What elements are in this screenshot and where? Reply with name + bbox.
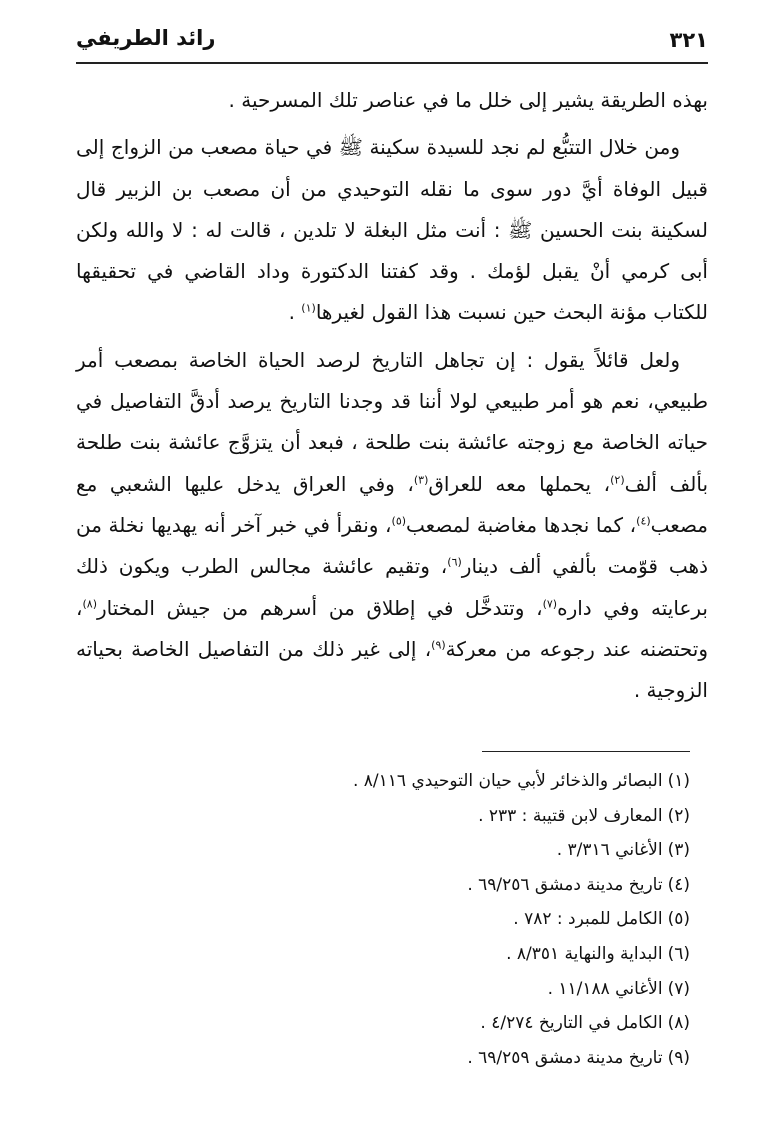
paragraph-1 bbox=[76, 80, 708, 121]
footnote-ref-5[interactable]: (٥) bbox=[391, 514, 407, 528]
footnote-ref-1[interactable]: (١) bbox=[301, 301, 316, 315]
paragraph-3-text-g: ، وتتدخَّل في إطلاق من أسرهم من جيش المختار bbox=[96, 595, 543, 620]
footnote-ref-4[interactable]: (٤) bbox=[636, 514, 651, 528]
footnote-text: تاريخ مدينة دمشق ٦٩/٢٥٦ . bbox=[467, 874, 663, 895]
paragraph-3-text-a: ولعل قائلاً يقول : إن تجاهل التاريخ لرصد الحياة الخاصة بمصعب أمر طبيعي، نعم هو أمر طبيعي لولا أننا قد وجدنا التاريخ يرصد أدقَّ التفاصيل في حياته الخاصة مع زوجته عائشة بنت طلحة ، فبعد أن يتزوَّج عائشة بنت طلحة بألف ألف bbox=[76, 347, 709, 496]
footnote-text: المعارف لابن قتيبة : ٢٣٣ . bbox=[478, 805, 663, 826]
paragraph-2-end: . bbox=[288, 300, 295, 325]
footnote-ref-3[interactable]: (٣) bbox=[413, 473, 429, 487]
paragraph-3-text-e: ، ونقرأ في خبر آخر أنه يهديها نخلة من ذهب قوّمت بألفي ألف دينار bbox=[76, 512, 708, 579]
paragraph-3-text-b: ، يحملها معه للعراق bbox=[428, 471, 611, 496]
footnote-text: الأغاني ١١/١٨٨ . bbox=[547, 978, 663, 999]
paragraph-3-text-h: ، وتحتضنه عند رجوعه من معركة bbox=[76, 595, 708, 661]
footnote-ref-9[interactable]: (٩) bbox=[431, 638, 446, 652]
footnote-number: (٩) bbox=[667, 1047, 690, 1068]
footnote-ref-7[interactable]: (٧) bbox=[542, 596, 558, 610]
paragraph-3-text-c: ، وفي العراق يدخل عليها الشعبي مع مصعب bbox=[76, 471, 708, 537]
footnote-item bbox=[130, 799, 690, 834]
footnote-text: الكامل في التاريخ ٤/٢٧٤ . bbox=[480, 1013, 663, 1034]
footnote-number: (١) bbox=[667, 771, 690, 791]
footnote-text: الكامل للمبرد : ٧٨٢ . bbox=[513, 909, 663, 930]
paragraph-1-text: بهذه الطريقة يشير إلى خلل ما في عناصر تلك المسرحية . bbox=[228, 88, 708, 112]
paragraph-3-text-f: ، وتقيم عائشة مجالس الطرب ويكون ذلك برعايته وفي داره bbox=[76, 554, 708, 620]
paragraph-3-text-d: ، كما نجدها مغاضبة لمصعب bbox=[406, 512, 637, 537]
paragraph-3 bbox=[76, 340, 708, 712]
footnote-text: البصائر والذخائر لأبي حيان التوحيدي ٨/١١٦ . bbox=[352, 771, 663, 791]
paragraph-2-text: ومن خلال التتبُّع لم نجد للسيدة سكينة ﷺ في حياة مصعب من الزواج إلى قبيل الوفاة أيَّ دور سوى ما نقله التوحيدي من أن مصعب بن الزبير قال لسكينة بنت الحسين ﷺ : أنت مثل البغلة لا تلدين ، قالت له : لا والله ولكن أبى كرمي أنْ يقبل لؤمك . وقد كفتنا الدكتورة وداد القاضي في تحقيقها للكتاب مؤنة البحث حين نسبت هذا القول لغيرها bbox=[76, 135, 708, 325]
footnote-item bbox=[130, 937, 690, 972]
footnote-divider bbox=[482, 751, 690, 752]
main-text bbox=[76, 80, 708, 711]
footnote-number: (٣) bbox=[667, 840, 690, 861]
footnote-item bbox=[130, 833, 690, 868]
footnote-item bbox=[130, 972, 690, 1007]
footnote-text: تاريخ مدينة دمشق ٦٩/٢٥٩ . bbox=[467, 1047, 663, 1068]
footnote-item bbox=[130, 1006, 690, 1041]
footnote-text: البداية والنهاية ٨/٣٥١ . bbox=[506, 943, 663, 964]
footnote-number: (٨) bbox=[667, 1013, 690, 1034]
page-header bbox=[76, 22, 708, 64]
footnote-ref-6[interactable]: (٦) bbox=[447, 555, 462, 569]
footnotes-list bbox=[130, 764, 690, 1075]
running-title: رائد الطريفي bbox=[76, 26, 216, 50]
footnote-number: (٥) bbox=[667, 909, 690, 930]
footnote-item bbox=[130, 1041, 690, 1076]
paragraph-3-text-i: ، إلى غير ذلك من التفاصيل الخاصة بحياته الزوجية . bbox=[76, 636, 708, 703]
footnote-ref-8[interactable]: (٨) bbox=[82, 596, 97, 610]
footnote-text: الأغاني ٣/٣١٦ . bbox=[556, 840, 663, 861]
footnote-number: (٧) bbox=[667, 978, 690, 999]
footnote-ref-2[interactable]: (٢) bbox=[610, 473, 625, 487]
footnote-number: (٤) bbox=[667, 874, 690, 895]
footnote-number: (٢) bbox=[667, 805, 690, 826]
page-number: ٣٢١ bbox=[669, 28, 708, 52]
footnote-item bbox=[130, 868, 690, 903]
footnote-item bbox=[130, 902, 690, 937]
footnote-item bbox=[130, 764, 690, 799]
paragraph-2 bbox=[76, 127, 708, 333]
footnote-number: (٦) bbox=[667, 943, 690, 964]
